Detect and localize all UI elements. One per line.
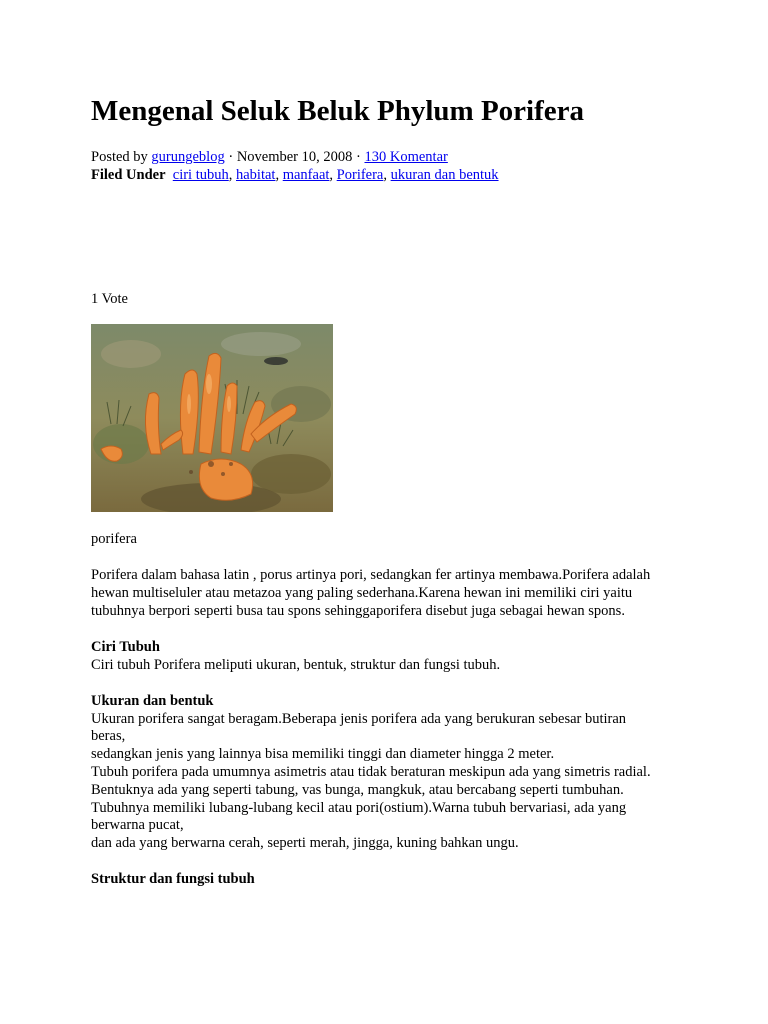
paragraph-line: berwarna pucat, <box>91 817 184 833</box>
section-heading: Ciri Tubuh <box>91 639 160 655</box>
paragraph-line: Tubuhnya memiliki lubang-lubang kecil atau pori(ostium).Warna tubuh bervariasi, ada yang <box>91 800 627 816</box>
tag-link[interactable]: habitat <box>236 167 276 183</box>
tag-link[interactable]: ukuran dan bentuk <box>390 167 499 183</box>
paragraph-line: hewan multiseluler atau metazoa yang paling sederhana.Karena hewan ini memiliki ciri yaitu <box>91 585 633 601</box>
post-date: November 10, 2008 <box>236 149 353 165</box>
filed-under-label: Filed Under <box>91 167 166 183</box>
paragraph-line: Ukuran porifera sangat beragam.Beberapa jenis porifera ada yang berukuran sebesar butiran <box>91 711 627 727</box>
tag-comma: , <box>275 167 280 183</box>
tag-link[interactable]: manfaat <box>282 167 330 183</box>
post-meta <box>91 148 448 166</box>
author-link[interactable]: gurungeblog <box>151 149 225 165</box>
vote-count: 1 Vote <box>91 291 128 307</box>
comments-link[interactable]: 130 Komentar <box>364 149 448 165</box>
porifera-photo <box>91 324 333 512</box>
tag-comma: , <box>329 167 334 183</box>
paragraph-line: beras, <box>91 728 126 744</box>
posted-by-label: Posted by <box>91 149 148 165</box>
page-title: Mengenal Seluk Beluk Phylum Porifera <box>91 95 584 127</box>
section-heading: Struktur dan fungsi tubuh <box>91 871 255 887</box>
paragraph-line: Tubuh porifera pada umumnya asimetris atau tidak beraturan meskipun ada yang simetris radial. <box>91 764 651 780</box>
paragraph-line: dan ada yang berwarna cerah, seperti merah, jingga, kuning bahkan ungu. <box>91 835 519 851</box>
tag-link[interactable]: Porifera <box>336 167 384 183</box>
paragraph-line: Porifera dalam bahasa latin , porus artinya pori, sedangkan fer artinya membawa.Porifera adalah <box>91 567 651 583</box>
section-heading: Ukuran dan bentuk <box>91 693 214 709</box>
paragraph-line: Ciri tubuh Porifera meliputi ukuran, bentuk, struktur dan fungsi tubuh. <box>91 657 501 673</box>
meta-separator: · <box>352 149 365 165</box>
paragraph-line: Bentuknya ada yang seperti tabung, vas bunga, mangkuk, atau bercabang seperti tumbuhan. <box>91 782 624 798</box>
image-caption: porifera <box>91 531 137 547</box>
tag-comma: , <box>383 167 387 183</box>
meta-separator: · <box>224 149 237 165</box>
tag-link[interactable]: ciri tubuh <box>172 167 229 183</box>
tag-comma: , <box>228 167 233 183</box>
paragraph-line: tubuhnya berpori seperti busa tau spons sehinggaporifera disebut juga sebagai hewan spons. <box>91 603 625 619</box>
filed-under <box>91 166 499 184</box>
paragraph-line: sedangkan jenis yang lainnya bisa memiliki tinggi dan diameter hingga 2 meter. <box>91 746 555 762</box>
